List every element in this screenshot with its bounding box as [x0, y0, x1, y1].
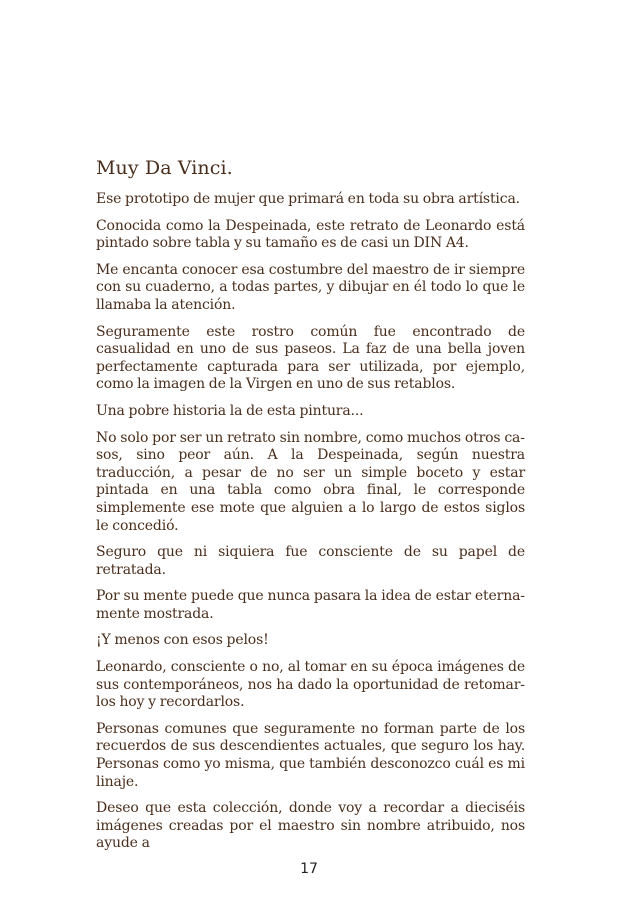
paragraph: Personas comunes que seguramente no forman parte de los recuerdos de sus descendientes actuales, que seguro los hay. Personas como yo misma, que también desconozco cuál es mi linaje.	[96, 720, 525, 790]
page-text-block	[96, 155, 525, 862]
paragraph: Por su mente puede que nunca pasara la idea de estar eternamente mostrada.	[96, 588, 525, 622]
paragraph: Deseo que esta colección, donde voy a recordar a dieciséis imágenes creadas por el maestro sin nombre atribuido, nos ayude a	[96, 800, 525, 852]
paragraph: Seguramente este rostro común fue encontrado de casualidad en uno de sus paseos. La faz de una bella joven perfectamente capturada para ser utilizada, por ejemplo, como la imagen de la Virgen en uno de sus retablos.	[96, 323, 525, 393]
paragraph: Seguro que ni siquiera fue consciente de su papel de retratada.	[96, 544, 525, 578]
chapter-title: Muy Da Vinci.	[96, 157, 233, 179]
paragraph: Conocida como la Despeinada, este retrato de Leonardo está pintado sobre tabla y su tamaño es de casi un DIN A4.	[96, 217, 525, 252]
paragraph: No solo por ser un retrato sin nombre, como muchos otros casos, sino peor aún. A la Despeinada, según nuestra traducción, a pesar de no ser un simple boceto y estar pintada en una tabla como obra final, le corresponde simplemente ese mote que alguien a lo largo de estos siglos le concedió.	[96, 429, 525, 534]
paragraph: Me encanta conocer esa costumbre del maestro de ir siempre con su cuaderno, a todas partes, y dibujar en él todo lo que le llamaba la atención.	[96, 261, 525, 313]
paragraph: Leonardo, consciente o no, al tomar en su época imágenes de sus contemporáneos, nos ha dado la oportunidad de retomarlos hoy y recordarlos.	[96, 659, 525, 711]
paragraph: ¡Y menos con esos pelos!	[96, 632, 269, 649]
paragraph: Una pobre historia la de esta pintura...	[96, 402, 364, 419]
page-number: 17	[300, 861, 318, 877]
paragraph: Ese prototipo de mujer que primará en toda su obra artística.	[96, 191, 520, 207]
